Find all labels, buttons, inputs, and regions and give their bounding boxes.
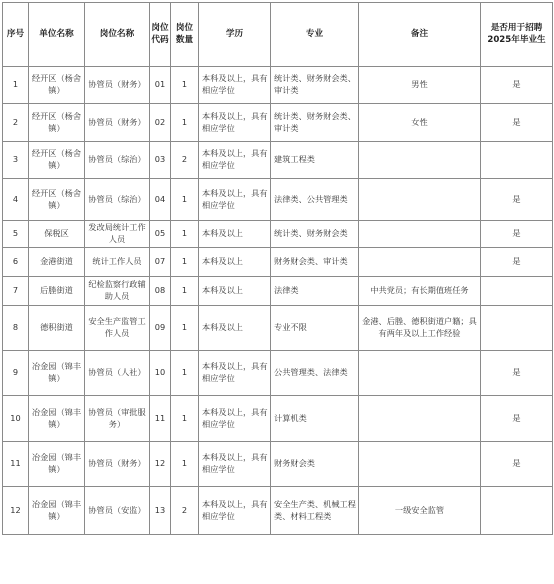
post-code-cell: 04 <box>150 179 171 221</box>
header-cell: 单位名称 <box>29 3 85 67</box>
graduate-2025-cell <box>481 142 553 179</box>
note-cell <box>359 351 481 396</box>
education-cell: 本科及以上 <box>199 248 271 277</box>
post-count-cell: 1 <box>171 179 199 221</box>
header-cell: 序号 <box>3 3 29 67</box>
row-number-cell: 5 <box>3 221 29 248</box>
education-cell: 本科及以上，具有相应学位 <box>199 142 271 179</box>
row-number-cell: 9 <box>3 351 29 396</box>
post-count-cell: 1 <box>171 104 199 142</box>
row-number-cell: 12 <box>3 487 29 535</box>
post-count-cell: 1 <box>171 67 199 104</box>
header-cell: 专业 <box>271 3 359 67</box>
post-code-cell: 10 <box>150 351 171 396</box>
header-cell: 备注 <box>359 3 481 67</box>
post-code-cell: 01 <box>150 67 171 104</box>
header-cell: 是否用于招聘2025年毕业生 <box>481 3 553 67</box>
graduate-2025-cell: 是 <box>481 221 553 248</box>
row-number-cell: 8 <box>3 306 29 351</box>
table-row <box>3 142 553 179</box>
table-row <box>3 179 553 221</box>
table-row <box>3 396 553 442</box>
education-cell: 本科及以上 <box>199 306 271 351</box>
education-cell: 本科及以上，具有相应学位 <box>199 67 271 104</box>
unit-name-cell: 冶金园（锦丰镇） <box>29 396 85 442</box>
major-cell: 安全生产类、机械工程类、材料工程类 <box>271 487 359 535</box>
note-cell: 女性 <box>359 104 481 142</box>
post-name-cell: 协管员（综治） <box>85 179 150 221</box>
post-code-cell: 12 <box>150 442 171 487</box>
post-name-cell: 协管员（安监） <box>85 487 150 535</box>
post-count-cell: 1 <box>171 396 199 442</box>
education-cell: 本科及以上，具有相应学位 <box>199 487 271 535</box>
unit-name-cell: 金港街道 <box>29 248 85 277</box>
note-cell <box>359 221 481 248</box>
unit-name-cell: 冶金园（锦丰镇） <box>29 351 85 396</box>
major-cell: 法律类 <box>271 277 359 306</box>
education-cell: 本科及以上 <box>199 277 271 306</box>
education-cell: 本科及以上 <box>199 221 271 248</box>
unit-name-cell: 德积街道 <box>29 306 85 351</box>
post-count-cell: 2 <box>171 487 199 535</box>
post-name-cell: 协管员（审批服务） <box>85 396 150 442</box>
major-cell: 公共管理类、法律类 <box>271 351 359 396</box>
row-number-cell: 7 <box>3 277 29 306</box>
major-cell: 财务财会类、审计类 <box>271 248 359 277</box>
post-name-cell: 协管员（人社） <box>85 351 150 396</box>
graduate-2025-cell: 是 <box>481 179 553 221</box>
note-cell <box>359 248 481 277</box>
note-cell: 中共党员；有长期值班任务 <box>359 277 481 306</box>
row-number-cell: 4 <box>3 179 29 221</box>
post-name-cell: 协管员（综治） <box>85 142 150 179</box>
unit-name-cell: 经开区（杨舍镇） <box>29 142 85 179</box>
graduate-2025-cell <box>481 277 553 306</box>
post-count-cell: 1 <box>171 306 199 351</box>
unit-name-cell: 冶金园（锦丰镇） <box>29 442 85 487</box>
row-number-cell: 2 <box>3 104 29 142</box>
table-row <box>3 351 553 396</box>
post-code-cell: 08 <box>150 277 171 306</box>
post-name-cell: 协管员（财务） <box>85 104 150 142</box>
unit-name-cell: 冶金园（锦丰镇） <box>29 487 85 535</box>
table-row <box>3 248 553 277</box>
graduate-2025-cell <box>481 487 553 535</box>
major-cell: 统计类、财务财会类、审计类 <box>271 67 359 104</box>
post-count-cell: 1 <box>171 277 199 306</box>
major-cell: 财务财会类 <box>271 442 359 487</box>
post-count-cell: 1 <box>171 442 199 487</box>
table-row <box>3 487 553 535</box>
unit-name-cell: 经开区（杨舍镇） <box>29 104 85 142</box>
row-number-cell: 6 <box>3 248 29 277</box>
post-name-cell: 统计工作人员 <box>85 248 150 277</box>
post-code-cell: 02 <box>150 104 171 142</box>
table-row <box>3 104 553 142</box>
graduate-2025-cell: 是 <box>481 104 553 142</box>
table-row <box>3 277 553 306</box>
major-cell: 法律类、公共管理类 <box>271 179 359 221</box>
post-name-cell: 发改局统计工作人员 <box>85 221 150 248</box>
education-cell: 本科及以上，具有相应学位 <box>199 351 271 396</box>
post-name-cell: 协管员（财务） <box>85 442 150 487</box>
unit-name-cell: 保税区 <box>29 221 85 248</box>
header-row <box>3 3 553 67</box>
header-cell: 岗位数量 <box>171 3 199 67</box>
post-code-cell: 07 <box>150 248 171 277</box>
major-cell: 专业不限 <box>271 306 359 351</box>
table-row <box>3 67 553 104</box>
note-cell <box>359 396 481 442</box>
graduate-2025-cell: 是 <box>481 396 553 442</box>
unit-name-cell: 经开区（杨舍镇） <box>29 179 85 221</box>
post-count-cell: 1 <box>171 248 199 277</box>
graduate-2025-cell: 是 <box>481 351 553 396</box>
education-cell: 本科及以上，具有相应学位 <box>199 396 271 442</box>
education-cell: 本科及以上，具有相应学位 <box>199 179 271 221</box>
document-page <box>2 2 553 535</box>
table-row <box>3 221 553 248</box>
post-name-cell: 协管员（财务） <box>85 67 150 104</box>
note-cell <box>359 142 481 179</box>
note-cell: 金港、后塍、德积街道户籍；具有两年及以上工作经验 <box>359 306 481 351</box>
post-name-cell: 安全生产监管工作人员 <box>85 306 150 351</box>
unit-name-cell: 经开区（杨舍镇） <box>29 67 85 104</box>
header-cell: 学历 <box>199 3 271 67</box>
post-count-cell: 1 <box>171 351 199 396</box>
note-cell <box>359 442 481 487</box>
graduate-2025-cell: 是 <box>481 67 553 104</box>
row-number-cell: 3 <box>3 142 29 179</box>
unit-name-cell: 后塍街道 <box>29 277 85 306</box>
post-name-cell: 纪检监察行政辅助人员 <box>85 277 150 306</box>
post-code-cell: 11 <box>150 396 171 442</box>
header-cell: 岗位名称 <box>85 3 150 67</box>
header-cell: 岗位代码 <box>150 3 171 67</box>
table-row <box>3 442 553 487</box>
major-cell: 统计类、财务财会类、审计类 <box>271 104 359 142</box>
post-count-cell: 2 <box>171 142 199 179</box>
note-cell: 男性 <box>359 67 481 104</box>
major-cell: 建筑工程类 <box>271 142 359 179</box>
row-number-cell: 11 <box>3 442 29 487</box>
major-cell: 计算机类 <box>271 396 359 442</box>
education-cell: 本科及以上，具有相应学位 <box>199 104 271 142</box>
post-code-cell: 05 <box>150 221 171 248</box>
education-cell: 本科及以上，具有相应学位 <box>199 442 271 487</box>
note-cell: 一级安全监管 <box>359 487 481 535</box>
graduate-2025-cell <box>481 306 553 351</box>
note-cell <box>359 179 481 221</box>
row-number-cell: 10 <box>3 396 29 442</box>
post-code-cell: 03 <box>150 142 171 179</box>
table-row <box>3 306 553 351</box>
post-code-cell: 09 <box>150 306 171 351</box>
row-number-cell: 1 <box>3 67 29 104</box>
post-count-cell: 1 <box>171 221 199 248</box>
recruitment-table <box>2 2 553 535</box>
post-code-cell: 13 <box>150 487 171 535</box>
major-cell: 统计类、财务财会类 <box>271 221 359 248</box>
graduate-2025-cell: 是 <box>481 248 553 277</box>
graduate-2025-cell: 是 <box>481 442 553 487</box>
